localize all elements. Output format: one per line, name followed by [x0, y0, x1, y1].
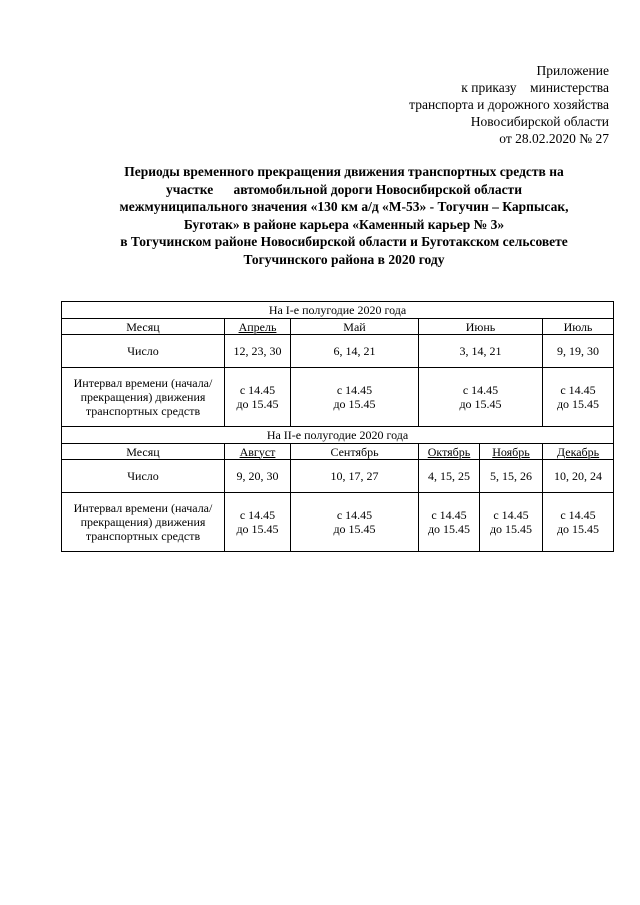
title-line: в Тогучинском районе Новосибирской области и Буготакском сельсовете — [120, 234, 568, 249]
interval-from: с 14.45 — [336, 383, 373, 397]
interval-to: до 15.45 — [333, 397, 376, 411]
interval-cell — [419, 368, 543, 427]
dates-cell: 3, 14, 21 — [419, 335, 543, 368]
first-half-header: На I-е полугодие 2020 года — [62, 302, 614, 319]
dates-cell: 10, 17, 27 — [291, 460, 419, 493]
second-half-header: На II-е полугодие 2020 года — [62, 427, 614, 444]
interval-from: с 14.45 — [239, 508, 276, 522]
dates-cell: 4, 15, 25 — [419, 460, 480, 493]
interval-cell — [543, 493, 614, 552]
interval-cell — [225, 493, 291, 552]
appendix-line: Приложение — [536, 63, 609, 78]
interval-to: до 15.45 — [427, 522, 471, 536]
interval-from: с 14.45 — [462, 383, 499, 397]
table-row — [62, 427, 614, 444]
title-line: межмуниципального значения «130 км а/д «М-53» - Тогучин – Карпысак, — [119, 199, 569, 214]
schedule-table — [61, 301, 614, 552]
interval-label-cell: Интервал времени (начала/прекращения) движения транспортных средств — [62, 493, 225, 552]
dates-cell: 6, 14, 21 — [291, 335, 419, 368]
month-cell-may: Май — [291, 319, 419, 335]
month-cell-june: Июнь — [419, 319, 543, 335]
dates-cell: 5, 15, 26 — [480, 460, 543, 493]
number-label-cell: Число — [62, 335, 225, 368]
appendix-line: к приказу министерства — [461, 80, 609, 95]
interval-from: с 14.45 — [560, 383, 596, 397]
appendix-line: от 28.02.2020 № 27 — [499, 131, 609, 146]
dates-cell: 9, 20, 30 — [225, 460, 291, 493]
dates-cell: 9, 19, 30 — [543, 335, 614, 368]
interval-cell — [480, 493, 543, 552]
interval-cell — [291, 368, 419, 427]
title-line: Периоды временного прекращения движения транспортных средств на — [124, 164, 564, 179]
interval-cell — [225, 368, 291, 427]
interval-to: до 15.45 — [459, 397, 502, 411]
table-row — [62, 460, 614, 493]
interval-to: до 15.45 — [556, 397, 600, 411]
interval-label-cell: Интервал времени (начала/прекращения) движения транспортных средств — [62, 368, 225, 427]
title-line: участке автомобильной дороги Новосибирской области — [166, 181, 522, 197]
month-cell-august: Август — [225, 444, 291, 460]
month-cell-december: Декабрь — [543, 444, 614, 460]
interval-to: до 15.45 — [489, 522, 533, 536]
dates-cell: 10, 20, 24 — [543, 460, 614, 493]
appendix-block — [409, 62, 609, 147]
interval-to: до 15.45 — [333, 522, 376, 536]
interval-from: с 14.45 — [239, 383, 276, 397]
table-row — [62, 302, 614, 319]
title-line: Буготак» в районе карьера «Каменный карьер № 3» — [183, 216, 505, 232]
appendix-line: Новосибирской области — [470, 114, 609, 129]
number-label-cell: Число — [62, 460, 225, 493]
table-row — [62, 335, 614, 368]
title-line: Тогучинского района в 2020 году — [243, 251, 445, 267]
table-row — [62, 444, 614, 460]
interval-from: с 14.45 — [560, 508, 596, 522]
interval-cell — [291, 493, 419, 552]
appendix-line: транспорта и дорожного хозяйства — [409, 97, 609, 112]
document-title — [60, 163, 628, 268]
month-cell-november: Ноябрь — [480, 444, 543, 460]
interval-cell — [543, 368, 614, 427]
interval-cell — [419, 493, 480, 552]
dates-cell: 12, 23, 30 — [225, 335, 291, 368]
month-cell-july: Июль — [543, 319, 614, 335]
month-cell-october: Октябрь — [419, 444, 480, 460]
table-row — [62, 368, 614, 427]
interval-to: до 15.45 — [236, 397, 279, 411]
month-cell-april: Апрель — [225, 319, 291, 335]
table-row — [62, 319, 614, 335]
month-cell-september: Сентябрь — [291, 444, 419, 460]
interval-to: до 15.45 — [236, 522, 279, 536]
interval-from: с 14.45 — [336, 508, 373, 522]
month-label-cell: Месяц — [62, 444, 225, 460]
interval-to: до 15.45 — [556, 522, 600, 536]
month-label-cell: Месяц — [62, 319, 225, 335]
interval-from: с 14.45 — [431, 508, 467, 522]
interval-from: с 14.45 — [493, 508, 529, 522]
table-row — [62, 493, 614, 552]
